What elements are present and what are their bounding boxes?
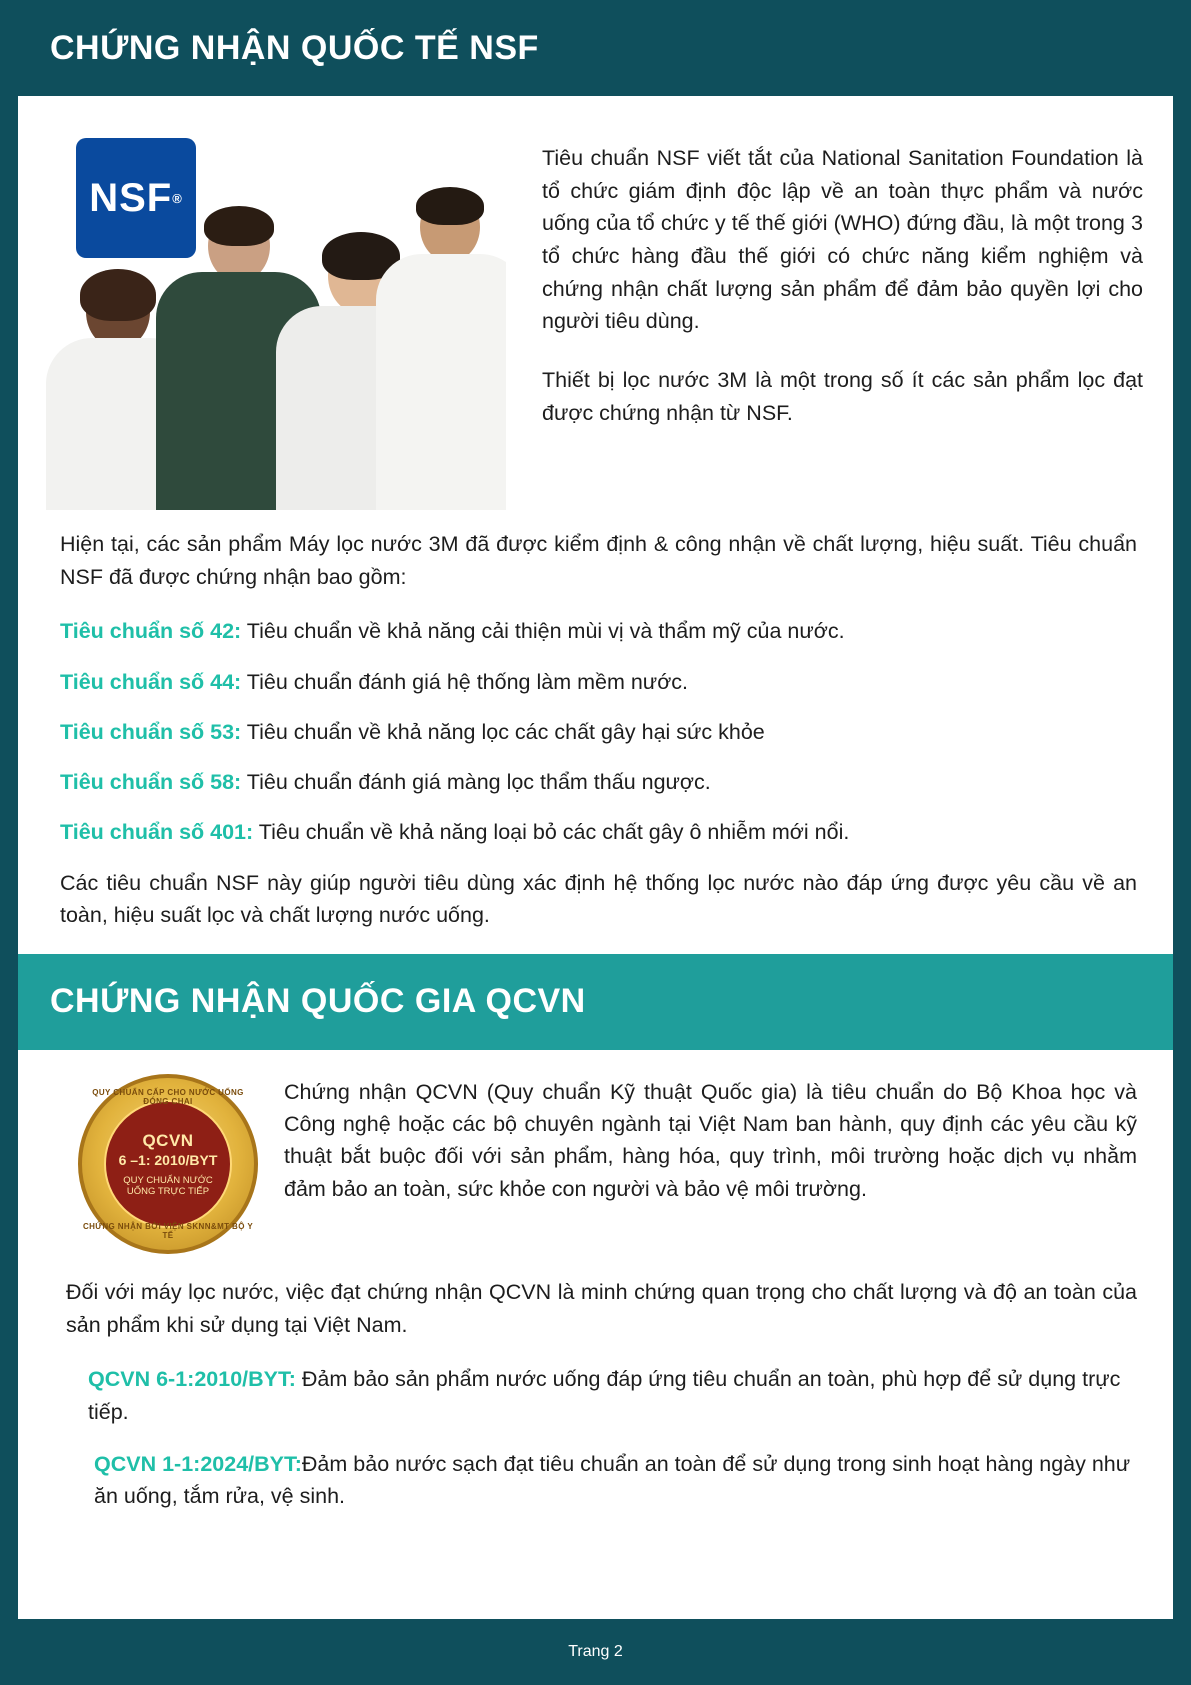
qcvn-seal-badge — [78, 1074, 258, 1254]
page-edge-bar-right — [1173, 0, 1191, 1685]
standard-label: Tiêu chuẩn số 53: — [60, 719, 242, 744]
list-item — [60, 766, 1137, 798]
list-item — [60, 816, 1137, 848]
section-title-qcvn: CHỨNG NHẬN QUỐC GIA QCVN — [50, 982, 586, 1021]
qcvn-item-label: QCVN 1-1:2024/BYT: — [94, 1451, 302, 1476]
nsf-outro-text: Các tiêu chuẩn NSF này giúp người tiêu dùng xác định hệ thống lọc nước nào đáp ứng được yêu cầu về an toàn, hiệu suất lọc và chất lượng nước uống. — [60, 870, 1137, 928]
person-figure — [376, 192, 506, 510]
qcvn-paragraph-2: Đối với máy lọc nước, việc đạt chứng nhận QCVN là minh chứng quan trọng cho chất lượng và độ an toàn của sản phẩm khi sử dụng tại Việt Nam. — [66, 1279, 1137, 1337]
page-footer — [0, 1619, 1191, 1685]
standard-label: Tiêu chuẩn số 42: — [60, 619, 242, 644]
nsf-logo-mark: ® — [172, 190, 183, 206]
list-item — [60, 716, 1137, 748]
nsf-paragraph-2: Thiết bị lọc nước 3M là một trong số ít các sản phẩm lọc đạt được chứng nhận từ NSF. — [542, 368, 1143, 425]
qcvn-item — [66, 1448, 1137, 1513]
standard-text: Tiêu chuẩn về khả năng cải thiện mùi vị và thẩm mỹ của nước. — [241, 619, 845, 644]
nsf-description — [506, 120, 1143, 429]
qcvn-description — [258, 1074, 1137, 1205]
nsf-intro-block — [18, 96, 1173, 510]
seal-ring-top-text: QUY CHUẨN CẤP CHO NƯỚC UỐNG ĐÓNG CHAI — [92, 1087, 244, 1106]
seal-line-4: UỐNG TRỰC TIẾP — [126, 1185, 210, 1197]
section-header-nsf — [18, 0, 1173, 96]
page-content — [18, 0, 1173, 1685]
list-item — [60, 615, 1137, 647]
standard-text: Tiêu chuẩn về khả năng lọc các chất gây hại sức khỏe — [241, 719, 765, 744]
seal-line-3: QUY CHUẨN NƯỚC — [123, 1174, 213, 1186]
section-title-nsf: CHỨNG NHẬN QUỐC TẾ NSF — [50, 28, 539, 67]
qcvn-item-label: QCVN 6-1:2010/BYT: — [88, 1367, 296, 1392]
seal-ring-bottom-text: CHỨNG NHẬN BỞI VIỆN SKNN&MT BỘ Y TẾ — [82, 1221, 254, 1240]
page-number: Trang 2 — [568, 1643, 623, 1660]
seal-line-1: QCVN — [142, 1130, 194, 1150]
seal-line-2: 6 –1: 2010/BYT — [118, 1152, 218, 1168]
qcvn-item-text: Đảm bảo nước sạch đạt tiêu chuẩn an toàn để sử dụng trong sinh hoạt hàng ngày như ăn uống, tắm rửa, vệ sinh. — [94, 1451, 1131, 1509]
nsf-standards-area — [18, 510, 1173, 932]
standard-label: Tiêu chuẩn số 401: — [60, 820, 254, 845]
list-item — [60, 666, 1137, 698]
standard-text: Tiêu chuẩn đánh giá màng lọc thẩm thấu ngược. — [241, 770, 711, 795]
section-header-qcvn — [18, 954, 1173, 1050]
qcvn-item — [66, 1363, 1137, 1428]
nsf-paragraph-1: Tiêu chuẩn NSF viết tắt của National Sanitation Foundation là tổ chức giám định độc lập về an toàn thực phẩm và nước uống của tổ chức y tế thế giới (WHO) đứng đầu, là một trong 3 tổ chức hàng đầu thế giới có chức năng kiểm nghiệm và chứng nhận chất lượng sản phẩm để đảm bảo quyền lợi cho người tiêu dùng. — [542, 146, 1143, 334]
nsf-intro-text: Hiện tại, các sản phẩm Máy lọc nước 3M đã được kiểm định & công nhận về chất lượng, hiệu suất. Tiêu chuẩn NSF đã được chứng nhận bao gồm: — [60, 532, 1137, 589]
nsf-logo-text: NSF — [89, 175, 173, 220]
nsf-logo — [76, 138, 196, 258]
qcvn-paragraph-1: Chứng nhận QCVN (Quy chuẩn Kỹ thuật Quốc gia) là tiêu chuẩn do Bộ Khoa học và Công nghệ hoặc các bộ chuyên ngành tại Việt Nam ban hành, quy định các yêu cầu kỹ thuật bắt buộc đối với sản phẩm, hàng hóa, quy trình, môi trường hoặc dịch vụ nhằm đảm bảo an toàn, sức khỏe con người và bảo vệ môi trường. — [284, 1079, 1137, 1201]
standard-text: Tiêu chuẩn về khả năng loại bỏ các chất gây ô nhiễm mới nổi. — [253, 820, 850, 845]
qcvn-details-area — [18, 1254, 1173, 1512]
nsf-photo — [36, 120, 506, 510]
qcvn-intro-block — [18, 1050, 1173, 1254]
standard-label: Tiêu chuẩn số 58: — [60, 770, 242, 795]
seal-inner — [104, 1100, 232, 1228]
page-edge-bar-left — [0, 0, 18, 1685]
qcvn-item-text: Đảm bảo sản phẩm nước uống đáp ứng tiêu chuẩn an toàn, phù hợp để sử dụng trực tiếp. — [88, 1367, 1121, 1424]
standard-label: Tiêu chuẩn số 44: — [60, 669, 242, 694]
standard-text: Tiêu chuẩn đánh giá hệ thống làm mềm nước. — [241, 669, 689, 694]
nsf-standards-list — [60, 615, 1137, 848]
